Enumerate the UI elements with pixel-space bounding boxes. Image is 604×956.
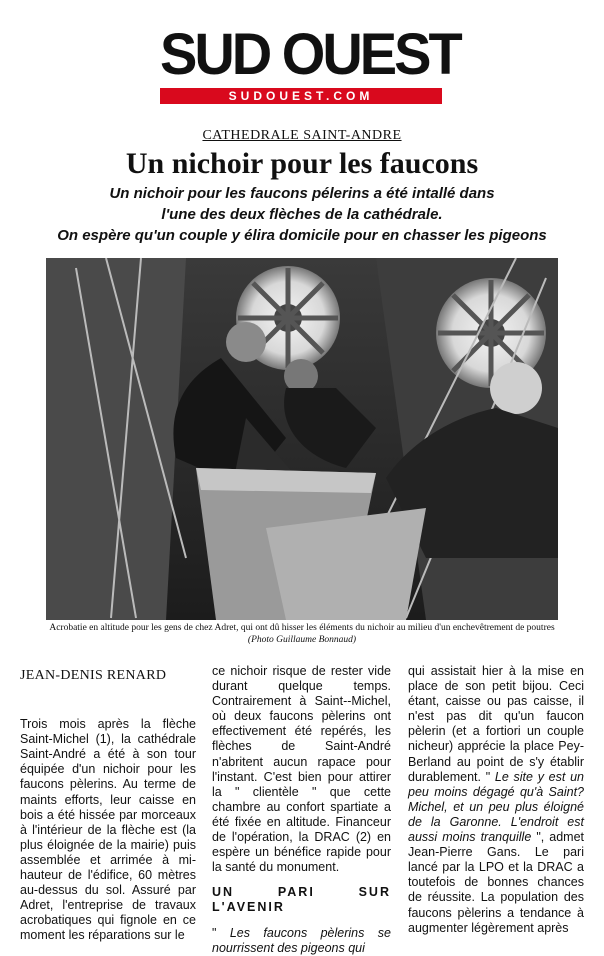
article-photo (46, 258, 558, 620)
quote-text: Les faucons pèlerins se nourrissent des pigeons qui (212, 925, 391, 955)
newspaper-logo: SUD OUEST (160, 20, 460, 87)
subhead-line: l'une des deux flèches de la cathédrale. (161, 206, 443, 223)
masthead (160, 20, 460, 104)
paragraph-text: ", admet Jean-Pierre Gans. Le pari lancé par la LPO et la DRAC a toutefois de bonnes chances de réussite. La population des faucons pèlerins a tendance à augmenter légèrement après (408, 830, 584, 935)
paragraph-text: qui assistait hier à la mise en place de son petit bijou. Ceci étant, caisse ou pas caisse, il n'est pas dit qu'un faucon pèlerin (et a fortiori un couple nicheur) apprécie la place Pey-Berland au point de s'y établir durablement. " (408, 664, 584, 784)
workers-in-spire-photo (46, 258, 558, 620)
article-headline: Un nichoir pour les faucons (125, 147, 479, 180)
section-heading: UN PARI SUR L'AVENIR (212, 885, 391, 915)
article-kicker: CATHEDRALE SAINT-ANDRE (202, 128, 402, 143)
subhead-line: Un nichoir pour les faucons pélerins a été intallé dans (109, 185, 495, 202)
byline: JEAN-DENIS RENARD (20, 668, 167, 683)
quote-mark: " (212, 925, 217, 940)
article-column-2 (212, 664, 391, 956)
article-subhead (20, 183, 584, 246)
article-column-3 (408, 664, 584, 936)
paragraph: Trois mois après la flèche Saint-Michel (1), la cathédrale Saint-André a été à son tour équipée d'un nichoir pour les faucons pèlerins. Au terme de maints efforts, leur caisse en bois a été hissée par morceaux à l'intérieur de la flèche est (la plus éloignée de la mairie) puis assemblée et arrimée à mi-hauteur de l'édifice, 60 mètres au-dessus du sol. Assuré par Adret, l'entreprise de travaux acrobatiques qui fignole en ce moment les réparations sur le (20, 717, 196, 943)
photo-credit: (Photo Guillaume Bonnaud) (247, 635, 357, 645)
quote-text: Le site y est un peu moins dégagé qu'à Saint?Michel, et un peu plus éloigné de la Garonne. L'endroit est aussi moins tranquille (408, 769, 584, 845)
caption-text: Acrobatie en altitude pour les gens de chez Adret, qui ont dû hisser les éléments du nichoir au milieu d'un enchevêtrement de poutres (49, 623, 555, 633)
quote-paragraph (212, 926, 391, 956)
paragraph: ce nichoir risque de rester vide durant quelque temps. Contrairement à Saint--Michel, où deux faucons pèlerins ont effectivement été repérés, les flèches de Saint-André n'abritent aucun rapace pour l'instant. C'est bien pour attirer la " clientèle " que cette chambre au confort spartiate a été fixée en altitude. Financeur de l'opération, la DRAC (2) en espère un bénéfice rapide pour la santé du monument. (212, 664, 391, 875)
subhead-line: On espère qu'un couple y élira domicile pour en chasser les pigeons (57, 227, 547, 244)
photo-caption (46, 622, 558, 646)
paragraph (408, 664, 584, 936)
article-column-1 (20, 664, 196, 944)
website-banner[interactable]: SUDOUEST.COM (160, 88, 442, 104)
